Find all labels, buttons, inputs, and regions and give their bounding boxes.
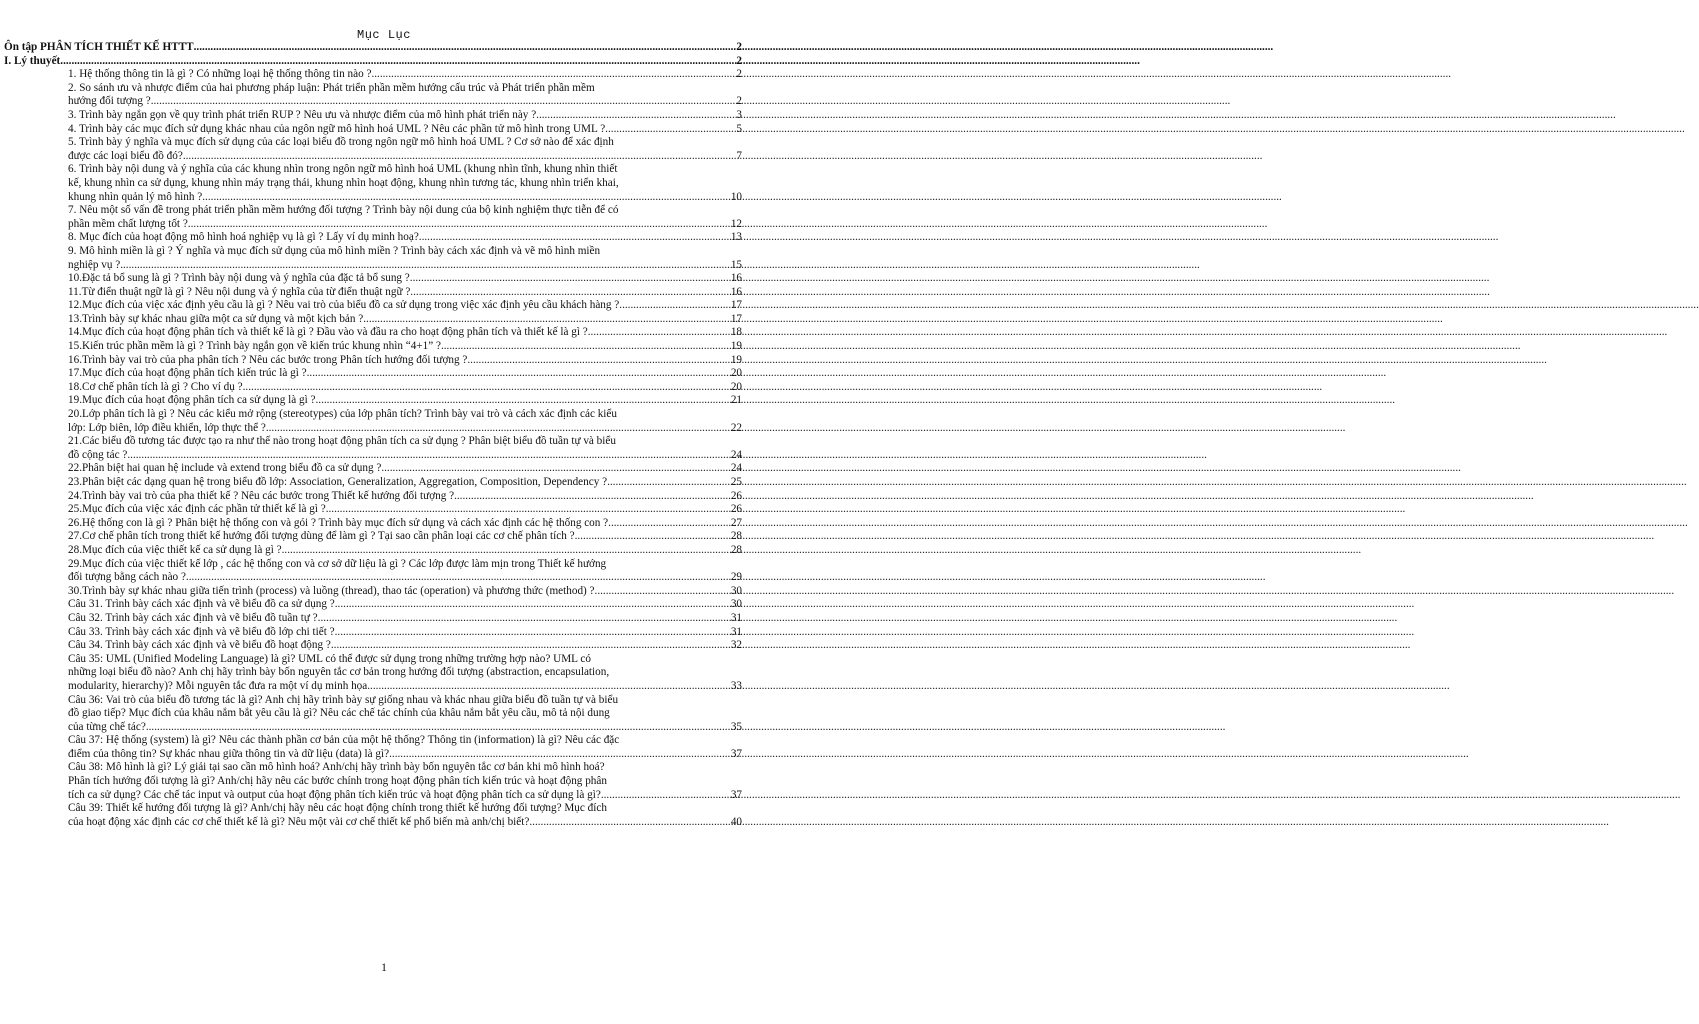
toc-dot-leader (326, 503, 730, 517)
toc-entry-text: điểm của thông tin? Sự khác nhau giữa thông tin và dữ liệu (data) là gì? (68, 747, 390, 760)
toc-dot-leader (194, 41, 736, 55)
toc-entry-line (68, 761, 742, 775)
toc-entry-text: 21.Các biểu đồ tương tác được tạo ra như thế nào trong hoạt động phân tích ca sử dụng ? Phân biệt biểu đồ tuần tự và biểu (68, 435, 616, 448)
toc-entry-text: 4. Trình bày các mục đích sử dụng khác nhau của ngôn ngữ mô hình hoá UML ? Nêu các phần tử mô hình trong UML ? (68, 122, 606, 135)
toc-entry-text: Câu 35: UML (Unified Modeling Language) là gì? UML có thể được sử dụng trong những trường hợp nào? UML có (68, 652, 591, 665)
toc-dot-leader (595, 585, 730, 599)
toc-entry-line (68, 408, 742, 422)
toc-entry-text: Câu 37: Hệ thống (system) là gì? Nêu các thành phần cơ bản của một hệ thống? Thông tin (information) là gì? Nêu các đặc (68, 734, 620, 747)
toc-entry-last-line (68, 326, 742, 340)
toc-entry-last-line (68, 490, 742, 504)
toc-page-number: 30 (730, 598, 742, 611)
toc-page-number: 21 (730, 394, 742, 407)
toc-entry-text: đồ cộng tác ? (68, 448, 128, 461)
toc-entry-text: 3. Trình bày ngắn gọn về quy trình phát triển RUP ? Nêu ưu và nhược điểm của mô hình phát triển này ? (68, 108, 537, 121)
toc-entry-text: Câu 32. Trình bày cách xác định và vẽ biểu đồ tuần tự ? (68, 611, 318, 624)
toc-entry-line (68, 245, 742, 259)
toc-entry[interactable] (4, 694, 742, 735)
toc-entry-text: đồ giao tiếp? Mục đích của khâu nắm bắt yêu cầu là gì? Nêu các chế tác chính của khâu nắm bắt yêu cầu, mô tả nội dung (68, 707, 610, 720)
toc-page-number: 2 (736, 54, 742, 67)
toc-entry-text: 15.Kiến trúc phần mềm là gì ? Trình bày ngắn gọn về kiến trúc khung nhìn “4+1” ? (68, 340, 441, 353)
toc-entry-text: phần mềm chất lượng tốt ? (68, 217, 188, 230)
toc-page-number: 32 (730, 639, 742, 652)
toc-entry[interactable] (4, 558, 742, 585)
toc-entry-text: Câu 39: Thiết kế hướng đối tượng là gì? Anh/chị hãy nêu các hoạt động chính trong thiết kế hướng đối tượng? Mục đích (68, 802, 607, 815)
toc-entry-line (68, 666, 742, 680)
toc-page-number: 2 (736, 41, 742, 53)
toc-page-number: 3 (736, 108, 742, 121)
toc-page-number: 17 (730, 312, 742, 325)
toc-entry[interactable] (4, 503, 742, 517)
toc-entry[interactable] (4, 82, 742, 109)
toc-dot-leader (467, 354, 729, 368)
toc-dot-leader (381, 462, 729, 476)
toc-entry-text: 7. Nêu một số vấn đề trong phát triển phần mềm hướng đối tượng ? Trình bày nội dung của bộ kinh nghiệm thực tiễn để có (68, 204, 619, 217)
toc-entry-last-line (68, 612, 742, 626)
toc-entry-text: Câu 34. Trình bày cách xác định và vẽ biểu đồ hoạt động ? (68, 639, 331, 652)
toc-entry-text: 2. So sánh ưu và nhược điểm của hai phương pháp luận: Phát triển phần mềm hướng cấu trúc và Phát triển phần mềm (68, 81, 595, 94)
toc-page-number: 2 (736, 95, 742, 108)
toc-dot-leader (318, 612, 730, 626)
toc-page-number: 18 (730, 326, 742, 339)
toc-entry[interactable] (4, 476, 742, 490)
toc-entry-text: 8. Mục đích của hoạt động mô hình hoá nghiệp vụ là gì ? Lấy ví dụ minh hoạ? (68, 231, 419, 244)
toc-dot-leader (419, 231, 730, 245)
toc-entry-last-line (68, 109, 742, 123)
toc-entry-text: 13.Trình bày sự khác nhau giữa một ca sử dụng và một kịch bản ? (68, 312, 364, 325)
toc-entry[interactable] (4, 408, 742, 435)
toc-dot-leader (529, 816, 729, 830)
toc-entry-text: 11.Từ điển thuật ngữ là gì ? Nêu nội dung và ý nghĩa của từ điển thuật ngữ ? (68, 285, 411, 298)
toc-entry-last-line (68, 789, 742, 803)
toc-page-number: 16 (730, 272, 742, 285)
toc-dot-leader (151, 95, 736, 109)
toc-entry-last-line (68, 626, 742, 640)
toc-entry-line (68, 802, 742, 816)
toc-dot-leader (331, 639, 730, 653)
toc-entry-last-line (68, 354, 742, 368)
toc-entry[interactable] (4, 272, 742, 286)
toc-entry[interactable] (4, 286, 742, 300)
toc-dot-leader (60, 55, 735, 69)
toc-page-number: 15 (730, 258, 742, 271)
toc-dot-leader (536, 109, 735, 123)
toc-entry[interactable] (4, 136, 742, 163)
toc-entry-text: những loại biểu đồ nào? Anh chị hãy trình bày bốn nguyên tắc cơ bản trong hướng đối tượng (abstraction, encapsulation, (68, 666, 610, 679)
toc-entry-text: của hoạt động xác định các cơ chế thiết kế là gì? Nêu một vài cơ chế thiết kế phổ biến mà anh/chị biết? (68, 815, 530, 828)
toc-page-number: 13 (730, 231, 742, 244)
toc-entry[interactable] (4, 394, 742, 408)
toc-entry-last-line (68, 394, 742, 408)
toc-page-number: 26 (730, 503, 742, 516)
toc-entry[interactable] (4, 326, 742, 340)
toc-entry-last-line (68, 680, 742, 694)
toc-entry-text: 5. Trình bày ý nghĩa và mục đích sử dụng của các loại biểu đồ trong ngôn ngữ mô hình hoá UML ? Cơ sở nào để xác định (68, 136, 614, 149)
toc-entry[interactable] (4, 299, 742, 313)
toc-entry[interactable] (4, 639, 742, 653)
toc-entry-text: 22.Phân biệt hai quan hệ include và extend trong biểu đồ ca sử dụng ? (68, 462, 382, 475)
toc-page-number: 12 (730, 217, 742, 230)
toc-page-number: 31 (730, 611, 742, 624)
toc-entry-text: 10.Đặc tả bổ sung là gì ? Trình bày nội dung và ý nghĩa của đặc tả bổ sung ? (68, 272, 410, 285)
toc-entry-last-line (68, 299, 742, 313)
toc-entry-last-line (68, 381, 742, 395)
toc-page-number: 37 (730, 747, 742, 760)
toc-dot-leader (307, 367, 730, 381)
toc-page-number: 31 (730, 625, 742, 638)
page-number: 1 (381, 960, 387, 974)
toc-entry-line (68, 136, 742, 150)
toc-entry-text: kế, khung nhìn ca sử dụng, khung nhìn máy trạng thái, khung nhìn hoạt động, khung nhìn tương tác, khung nhìn triển khai, (68, 176, 619, 189)
toc-entry[interactable] (4, 231, 742, 245)
toc-page-number: 24 (730, 448, 742, 461)
toc-page-number: 20 (730, 380, 742, 393)
toc-dot-leader (266, 422, 730, 436)
toc-page-number: 27 (730, 516, 742, 529)
toc-entry[interactable] (4, 598, 742, 612)
toc-page-number: 7 (736, 149, 742, 162)
toc-page-number: 33 (730, 679, 742, 692)
toc-entry-line (68, 177, 742, 191)
toc-entry-last-line (68, 748, 742, 762)
toc-page-number: 5 (736, 122, 742, 135)
toc-page-number: 37 (730, 788, 742, 801)
toc-entry-text: 6. Trình bày nội dung và ý nghĩa của các khung nhìn trong ngôn ngữ mô hình hoá UML (khung nhìn tĩnh, khung nhìn thiết (68, 163, 618, 176)
toc-dot-leader (146, 721, 730, 735)
toc-page-number: 17 (730, 299, 742, 312)
toc-page-number: 22 (730, 421, 742, 434)
toc-entry-text: 14.Mục đích của hoạt động phân tích và thiết kế là gì ? Đầu vào và đầu ra cho hoạt động phân tích và thiết kế là gì ? (68, 326, 588, 339)
toc-entry[interactable] (4, 163, 742, 204)
toc-entry-last-line (68, 598, 742, 612)
toc-entry[interactable] (4, 490, 742, 504)
toc-entry-line (68, 653, 742, 667)
toc-entry-text: Câu 31. Trình bày cách xác định và vẽ biểu đồ ca sử dụng ? (68, 598, 335, 611)
toc-entry-text: 18.Cơ chế phân tích là gì ? Cho ví dụ ? (68, 380, 243, 393)
toc-entry[interactable] (4, 734, 742, 761)
toc-entry-last-line (68, 340, 742, 354)
toc-entry[interactable] (4, 612, 742, 626)
toc-entry-last-line (68, 95, 742, 109)
toc-entry[interactable] (4, 245, 742, 272)
toc-entry-last-line (68, 462, 742, 476)
toc-page-number: 40 (730, 815, 742, 828)
toc-dot-leader (588, 326, 730, 340)
toc-entry-last-line (68, 571, 742, 585)
toc-entry-text: 19.Mục đích của hoạt động phân tích ca sử dụng là gì ? (68, 394, 316, 407)
toc-entry[interactable] (4, 653, 742, 694)
toc-dot-leader (282, 544, 730, 558)
toc-dot-leader (335, 598, 730, 612)
toc-dot-leader (454, 490, 730, 504)
toc-entry-text: 1. Hệ thống thông tin là gì ? Có những loại hệ thống thông tin nào ? (68, 68, 372, 81)
toc-entry-text: hướng đối tượng ? (68, 95, 151, 108)
toc-dot-leader (127, 449, 729, 463)
toc-entry-text: 20.Lớp phân tích là gì ? Nêu các kiểu mở rộng (stereotypes) của lớp phân tích? Trình bày vai trò và cách xác định các kiểu (68, 408, 617, 421)
toc-dot-leader (410, 272, 730, 286)
toc-entry-text: 28.Mục đích của việc thiết kế ca sử dụng là gì ? (68, 543, 282, 556)
toc-entry-line (68, 707, 742, 721)
toc-dot-leader (183, 150, 736, 164)
toc-entry[interactable] (4, 367, 742, 381)
toc-dot-leader (441, 340, 730, 354)
toc-entry-last-line (68, 231, 742, 245)
toc-entry[interactable] (4, 340, 742, 354)
toc-entry[interactable] (4, 462, 742, 476)
toc-entry-text: khung nhìn quản lý mô hình ? (68, 190, 203, 203)
toc-page-number: 16 (730, 285, 742, 298)
toc-page-number: 25 (730, 476, 742, 488)
toc-entry[interactable] (4, 530, 742, 544)
toc-entry-last-line (68, 259, 742, 273)
toc-heading[interactable] (4, 41, 742, 55)
toc-entry-text: 24.Trình bày vai trò của pha thiết kế ? Nêu các bước trong Thiết kế hướng đối tượng ? (68, 489, 455, 502)
toc-entry-text: 12.Mục đích của việc xác định yêu cầu là gì ? Nêu vai trò của biểu đồ ca sử dụng trong việc xác định yêu cầu khách hàng ? (68, 299, 620, 312)
toc-entry[interactable] (4, 802, 742, 829)
toc-entry-text: I. Lý thuyết (4, 54, 61, 67)
toc-dot-leader (243, 381, 730, 395)
toc-entry-last-line (68, 150, 742, 164)
toc-entry-line (68, 82, 742, 96)
toc-entry-line (68, 775, 742, 789)
table-of-contents (4, 41, 742, 829)
toc-entry[interactable] (4, 204, 742, 231)
toc-entry-line (68, 734, 742, 748)
toc-page-number: 26 (730, 489, 742, 502)
toc-dot-leader (608, 517, 730, 531)
toc-dot-leader (607, 476, 730, 490)
toc-heading[interactable] (4, 55, 742, 69)
toc-dot-leader (363, 313, 730, 327)
toc-dot-leader (619, 299, 730, 313)
toc-entry-last-line (68, 449, 742, 463)
toc-entry-text: 23.Phân biệt các dạng quan hệ trong biểu đồ lớp: Association, Generalization, Aggregation, Composition, Dependency ? (68, 476, 608, 488)
toc-page-number: 28 (730, 543, 742, 556)
toc-entry-text: lớp: Lớp biên, lớp điều khiển, lớp thực thể ? (68, 421, 266, 434)
toc-entry[interactable] (4, 313, 742, 327)
toc-page-number: 30 (730, 584, 742, 597)
toc-dot-leader (389, 748, 730, 762)
toc-entry[interactable] (4, 585, 742, 599)
toc-entry-last-line (68, 367, 742, 381)
toc-dot-leader (202, 191, 730, 205)
toc-entry-text: 29.Mục đích của việc thiết kế lớp , các hệ thống con và cơ sở dữ liệu là gì ? Các lớp được làm mịn trong Thiết kế hướng (68, 557, 607, 570)
toc-dot-leader (605, 123, 735, 137)
toc-entry-text: 9. Mô hình miền là gì ? Ý nghĩa và mục đích sử dụng của mô hình miền ? Trình bày cách xác định và vẽ mô hình miền (68, 244, 601, 257)
toc-dot-leader (188, 218, 730, 232)
toc-entry-last-line (68, 517, 742, 531)
toc-entry-text: đối tượng bằng cách nào ? (68, 571, 186, 584)
toc-entry-text: Câu 36: Vai trò của biểu đồ tương tác là gì? Anh chị hãy trình bày sự giống nhau và khác nhau giữa biểu đồ tuần tự và biểu (68, 693, 619, 706)
toc-dot-leader (335, 626, 730, 640)
toc-entry-last-line (68, 191, 742, 205)
toc-entry-last-line (68, 286, 742, 300)
toc-entry-last-line (68, 422, 742, 436)
toc-dot-leader (315, 394, 729, 408)
toc-page-number: 24 (730, 462, 742, 475)
toc-entry-last-line (68, 530, 742, 544)
toc-entry-line (68, 435, 742, 449)
toc-entry-text: Ôn tập PHÂN TÍCH THIẾT KẾ HTTT (4, 41, 194, 53)
toc-dot-leader (120, 259, 730, 273)
toc-page-number: 35 (730, 720, 742, 733)
toc-entry[interactable] (4, 354, 742, 368)
toc-entry-text: nghiệp vụ ? (68, 258, 121, 271)
toc-title: Mục Lục (357, 28, 411, 42)
toc-entry-text: tích ca sử dụng? Các chế tác input và output của hoạt động phân tích kiến trúc và hoạt động phân tích ca sử dụng là gì? (68, 788, 601, 801)
toc-entry-text: modularity, hierarchy)? Mỗi nguyên tắc đưa ra một ví dụ minh họa. (68, 679, 371, 692)
toc-entry[interactable] (4, 626, 742, 640)
toc-entry-last-line (68, 585, 742, 599)
toc-page-number: 20 (730, 367, 742, 380)
toc-dot-leader (186, 571, 730, 585)
toc-entry-last-line (68, 123, 742, 137)
toc-entry-text: 17.Mục đích của hoạt động phân tích kiến trúc là gì ? (68, 367, 307, 380)
toc-dot-leader (575, 530, 730, 544)
toc-entry-text: 16.Trình bày vai trò của pha phân tích ? Nêu các bước trong Phân tích hướng đối tượng ? (68, 353, 468, 366)
toc-entry-text: được các loại biểu đồ đó? (68, 149, 183, 162)
toc-entry-last-line (4, 41, 742, 55)
toc-entry[interactable] (4, 68, 742, 82)
toc-entry-last-line (68, 639, 742, 653)
toc-entry-text: 25.Mục đích của việc xác định các phần tử thiết kế là gì ? (68, 503, 326, 516)
toc-entry-text: 27.Cơ chế phân tích trong thiết kế hướng đối tượng dùng để làm gì ? Tại sao cần phân loại các cơ chế phân tích ? (68, 530, 575, 543)
toc-entry-last-line (68, 721, 742, 735)
toc-entry-last-line (68, 476, 742, 490)
toc-entry-last-line (68, 218, 742, 232)
toc-entry-last-line (68, 313, 742, 327)
toc-page-number: 2 (736, 68, 742, 81)
document-page (0, 0, 768, 1024)
toc-entry-last-line (68, 503, 742, 517)
toc-entry-text: 26.Hệ thống con là gì ? Phân biệt hệ thống con và gói ? Trình bày mục đích sử dụng và cách xác định các hệ thống con ? (68, 516, 609, 529)
toc-entry-line (68, 204, 742, 218)
toc-dot-leader (370, 680, 730, 694)
toc-dot-leader (371, 68, 735, 82)
toc-page-number: 19 (730, 353, 742, 366)
toc-page-number: 19 (730, 340, 742, 353)
toc-page-number: 29 (730, 571, 742, 584)
toc-entry[interactable] (4, 517, 742, 531)
toc-entry-last-line (4, 55, 742, 69)
toc-entry-last-line (68, 272, 742, 286)
toc-dot-leader (601, 789, 730, 803)
toc-entry[interactable] (4, 109, 742, 123)
toc-entry-text: 30.Trình bày sự khác nhau giữa tiến trình (process) và luồng (thread), thao tác (operation) và phương thức (method) ? (68, 584, 595, 597)
toc-entry[interactable] (4, 123, 742, 137)
toc-entry-text: Câu 38: Mô hình là gì? Lý giải tại sao cần mô hình hoá? Anh/chị hãy trình bày bốn nguyên tắc cơ bản khi mô hình hoá? (68, 761, 605, 774)
toc-entry-last-line (68, 68, 742, 82)
toc-entry[interactable] (4, 761, 742, 802)
toc-page-number: 10 (730, 190, 742, 203)
toc-entry-text: Câu 33. Trình bày cách xác định và vẽ biểu đồ lớp chi tiết ? (68, 625, 335, 638)
toc-entry-text: Phân tích hướng đối tượng là gì? Anh/chị hãy nêu các bước chính trong hoạt động phân tích kiến trúc và hoạt động phân (68, 775, 607, 788)
toc-entry[interactable] (4, 381, 742, 395)
toc-entry-line (68, 163, 742, 177)
toc-entry-last-line (68, 544, 742, 558)
toc-entry[interactable] (4, 544, 742, 558)
toc-dot-leader (410, 286, 730, 300)
toc-entry-line (68, 558, 742, 572)
toc-entry[interactable] (4, 435, 742, 462)
toc-entry-last-line (68, 816, 742, 830)
toc-entry-text: của từng chế tác? (68, 720, 146, 733)
toc-entry-line (68, 694, 742, 708)
toc-page-number: 28 (730, 530, 742, 543)
